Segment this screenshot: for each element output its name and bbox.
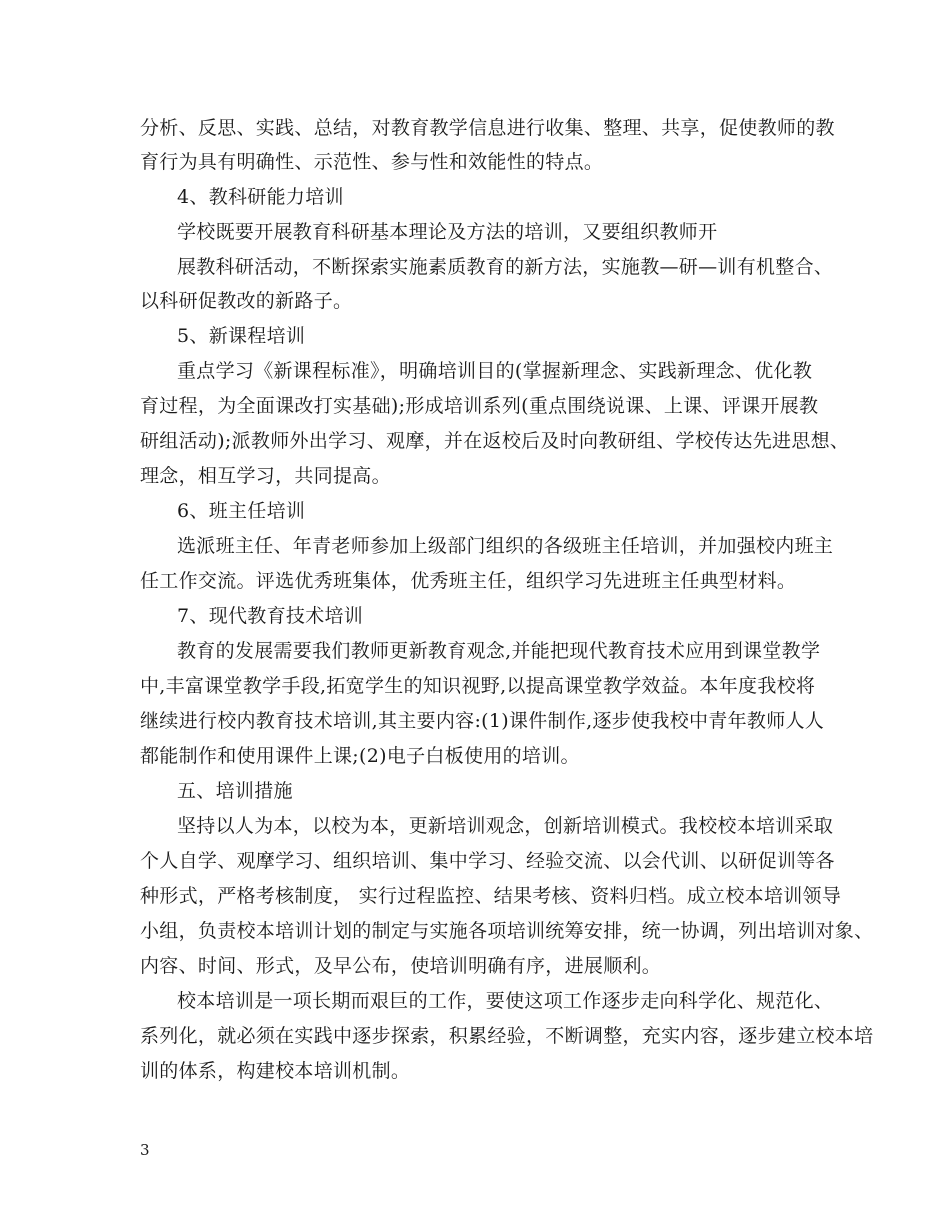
- body-text-line: 分析、反思、实践、总结，对教育教学信息进行收集、整理、共享，促使教师的教: [140, 117, 835, 139]
- body-text-line: 内容、时间、形式，及早公布，使培训明确有序，进展顺利。: [140, 955, 662, 977]
- body-text-line: 中,丰富课堂教学手段,拓宽学生的知识视野,以提高课堂教学效益。本年度我校将: [140, 675, 816, 697]
- body-text-line: 都能制作和使用课件上课;(2)电子白板使用的培训。: [140, 745, 580, 767]
- body-text-line: 选派班主任、年青老师参加上级部门组织的各级班主任培训，并加强校内班主: [177, 535, 834, 557]
- body-text-line: 学校既要开展教育科研基本理论及方法的培训，又要组织教师开: [177, 221, 718, 243]
- page-number: 3: [140, 1141, 150, 1159]
- body-text-line: 坚持以人为本，以校为本，更新培训观念，创新培训模式。我校校本培训采取: [177, 815, 834, 837]
- body-text-line: 任工作交流。评选优秀班集体，优秀班主任，组织学习先进班主任典型材料。: [140, 570, 797, 592]
- body-text-line: 校本培训是一项长期而艰巨的工作，要使这项工作逐步走向科学化、规范化、: [177, 990, 834, 1012]
- section-heading: 7、现代教育技术培训: [177, 605, 364, 627]
- body-text-line: 育过程，为全面课改打实基础);形成培训系列(重点围绕说课、上课、评课开展教: [140, 395, 819, 417]
- body-text-line: 以科研促教改的新路子。: [140, 290, 353, 312]
- body-text-line: 训的体系，构建校本培训机制。: [140, 1060, 411, 1082]
- body-text-line: 系列化，就必须在实践中逐步探索，积累经验，不断调整，充实内容，逐步建立校本培: [140, 1025, 874, 1047]
- body-text-line: 展教科研活动，不断探索实施素质教育的新方法，实施教—研—训有机整合、: [177, 256, 834, 278]
- body-text-line: 小组，负责校本培训计划的制定与实施各项培训统筹安排，统一协调，列出培训对象、: [140, 920, 874, 942]
- section-heading: 五、培训措施: [177, 780, 293, 802]
- body-text-line: 继续进行校内教育技术培训,其主要内容:(1)课件制作,逐步使我校中青年教师人人: [140, 710, 825, 732]
- section-heading: 4、教科研能力培训: [177, 186, 344, 208]
- body-text-line: 个人自学、观摩学习、组织培训、集中学习、经验交流、以会代训、以研促训等各: [140, 850, 835, 872]
- body-text-line: 教育的发展需要我们教师更新教育观念,并能把现代教育技术应用到课堂教学: [177, 640, 821, 662]
- body-text-line: 研组活动);派教师外出学习、观摩，并在返校后及时向教研组、学校传达先进思想、: [140, 430, 850, 452]
- section-heading: 5、新课程培训: [177, 325, 306, 347]
- body-text-line: 理念，相互学习，共同提高。: [140, 465, 391, 487]
- section-heading: 6、班主任培训: [177, 500, 306, 522]
- body-text-line: 重点学习《新课程标准》，明确培训目的(掌握新理念、实践新理念、优化教: [177, 360, 813, 382]
- body-text-line: 种形式，严格考核制度， 实行过程监控、结果考核、资料归档。成立校本培训领导: [140, 885, 842, 907]
- body-text-line: 育行为具有明确性、示范性、参与性和效能性的特点。: [140, 151, 604, 173]
